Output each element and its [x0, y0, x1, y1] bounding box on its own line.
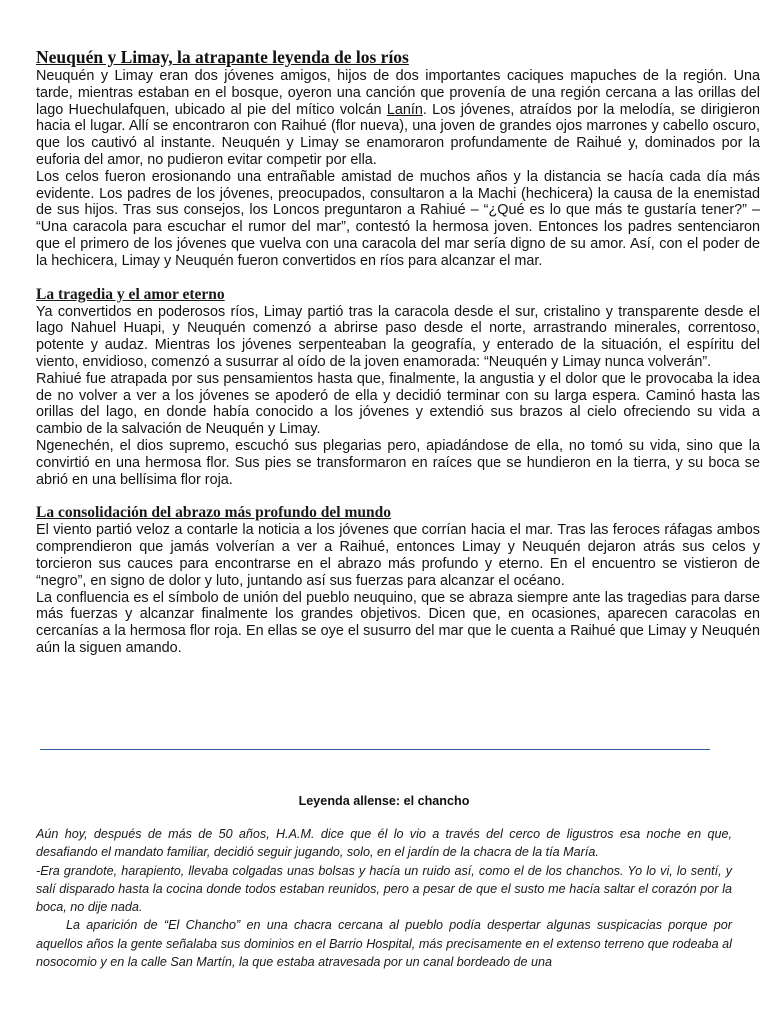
legend-section: [36, 793, 732, 971]
legend-title: Leyenda allense: el chancho: [298, 794, 470, 808]
intro-p1-text-before: Neuquén y Limay eran dos jóvenes amigos, hijos de dos importantes caciques mapuches de la región. Una tarde, mientras estaban en el bosque, oyeron una canción que provenía de una región cercana a las orillas del lago Huechulafquen, ubicado al pie del mítico volcán: [36, 68, 760, 118]
spacer: [36, 488, 760, 504]
consolidacion-paragraph-2: La confluencia es el símbolo de unión del pueblo neuquino, que se abraza siempre ante las tragedias para darse más fuerzas y alcanzar finalmente los grandes objetivos. Dicen que, en ocasiones, aparecen caracolas en cercanías a la hermosa flor roja. En ellas se oye el susurro del mar que le cuenta a Raihué que Limay y Neuquén aún la siguen amando.: [36, 589, 760, 656]
legend-paragraph-3: La aparición de “El Chancho” en una chacra cercana al pueblo podía despertar algunas suspicacias porque por aquellos años la gente señalaba sus dominios en el Barrio Hospital, más precisamente en el extenso terreno que rodeaba al nosocomio y en la calle San Martín, la que estaba atravesada por un canal bordeado de una: [36, 918, 732, 970]
consolidacion-paragraph-1: El viento partió veloz a contarle la noticia a los jóvenes que corrían hacia el mar. Tras las feroces ráfagas ambos comprendieron que jamás volverían a ver a Raihué, entonces Limay y Neuquén dejaron atrás sus celos y torcieron sus cauces para encontrarse en el abrazo más profundo y eterno. En el encuentro se vistieron de “negro”, en signo de dolor y luto, juntando así sus fuerzas para alcanzar el océano.: [36, 522, 760, 589]
article: [36, 47, 760, 657]
article-title: Neuquén y Limay, la atrapante leyenda de los ríos: [36, 47, 409, 67]
lanin-link[interactable]: Lanín: [386, 101, 423, 118]
tragedia-paragraph-2: Rahiué fue atrapada por sus pensamientos hasta que, finalmente, la angustia y el dolor que le provocaba la idea de no volver a ver a los jóvenes se apoderó de ella y decidió terminar con su larga espera. Caminó hasta las orillas del lago, en donde había conocido a los jóvenes y extendió sus brazos al cielo ofreciendo su vida a cambio de la salvación de Neuquén y Limay.: [36, 370, 760, 438]
legend-paragraph-2: -Era grandote, harapiento, llevaba colgadas unas bolsas y hacía un ruido así, como el de los chanchos. Yo lo vi, lo sentí, y salí disparado hasta la cocina donde todos estaban reunidos, pero a pesar de que el susto me hacía saltar el corazón por la boca, no dije nada.: [36, 863, 732, 915]
section-divider: [40, 749, 710, 750]
legend-paragraph-1: Aún hoy, después de más de 50 años, H.A.M. dice que él lo vio a través del cerco de ligustros esa noche en que, desafiando el mandato familiar, decidió seguir jugando, solo, en el jardín de la chacra de la tía María.: [36, 827, 732, 860]
tragedia-paragraph-1: Ya convertidos en poderosos ríos, Limay partió tras la caracola desde el sur, cristalino y transparente desde el lago Nahuel Huapi, y Neuquén comenzó a abrirse paso desde el norte, arrastrando minerales, correntoso, potente y audaz. Mientras los jóvenes serpenteaban la geografía, y enterado de la situación, el espíritu del viento, envidioso, comenzó a susurrar al oído de la joven enamorada: “Neuquén y Limay nunca volverán”.: [36, 303, 760, 370]
section-heading-consolidacion: La consolidación del abrazo más profundo del mundo: [36, 504, 391, 522]
section-heading-tragedia: La tragedia y el amor eterno: [36, 285, 225, 303]
intro-paragraph-1: [36, 68, 760, 169]
tragedia-paragraph-3: Ngenechén, el dios supremo, escuchó sus plegarias pero, apiadándose de ella, no tomó su vida, sino que la convirtió en una hermosa flor. Sus pies se transformaron en raíces que se hundieron en la tierra, y su boca se abrió en una bellísima flor roja.: [36, 437, 760, 488]
spacer: [36, 270, 760, 286]
intro-paragraph-2: Los celos fueron erosionando una entrañable amistad de muchos años y la distancia se hacía cada día más evidente. Los padres de los jóvenes, preocupados, consultaron a la Machi (hechicera) la causa de la enemistad de sus hijos. Tras sus consejos, los Loncos preguntaron a Rahiué – “¿Qué es lo que más te gustaría tener?” – “Una caracola para escuchar el rumor del mar”, contestó la hermosa joven. Entonces los padres sentenciaron que el primero de los jóvenes que vuelva con una caracola del mar sería digno de su amor. Así, con el poder de la hechicera, Limay y Neuquén fueron convertidos en ríos para alcanzar el mar.: [36, 168, 760, 269]
intro-p1-text-after: . Los jóvenes, atraídos por la melodía, se dirigieron hacia el lugar. Allí se encontraron con Raihué (flor nueva), una joven de grandes ojos marrones y cabello oscuro, que los cautivó al instante. Neuquén y Limay se enamoraron profundamente de Raihué y, dominados por la euforia del amor, no pudieron evitar competir por ella.: [36, 101, 761, 168]
